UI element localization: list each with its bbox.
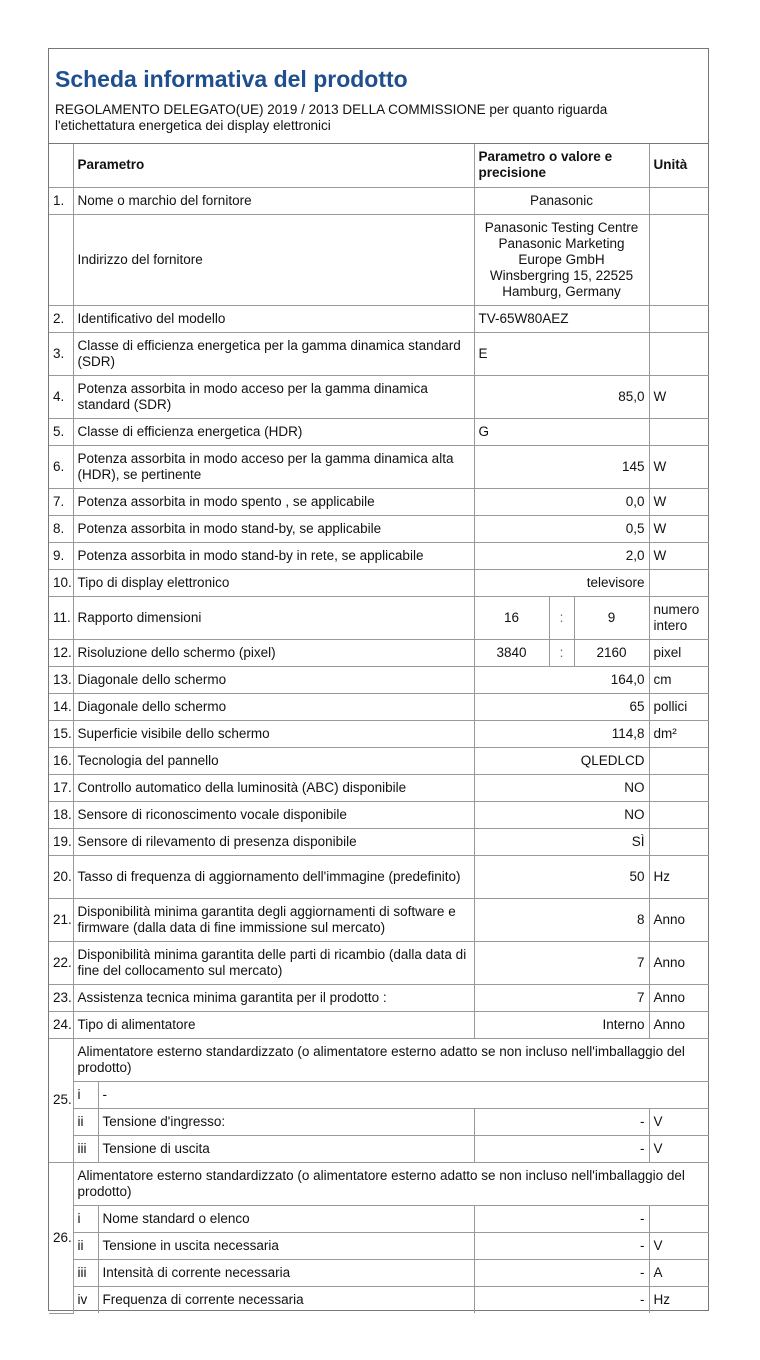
table-row xyxy=(49,187,709,214)
row-unit: Anno xyxy=(649,941,709,984)
row-label: Classe di efficienza energetica per la gamma dinamica standard (SDR) xyxy=(73,332,474,375)
table-row xyxy=(49,898,709,941)
row-unit: Anno xyxy=(649,984,709,1011)
sub-value: - xyxy=(474,1135,649,1162)
table-row xyxy=(49,693,709,720)
table-row xyxy=(49,1081,709,1108)
row-label: Tasso di frequenza di aggiornamento dell'immagine (predefinito) xyxy=(73,855,474,898)
row-number: 1. xyxy=(49,187,73,214)
row-value: QLEDLCD xyxy=(474,747,649,774)
row-number: 23. xyxy=(49,984,73,1011)
row-number: 20. xyxy=(49,855,73,898)
row-unit: Hz xyxy=(649,855,709,898)
row-label: Potenza assorbita in modo spento , se applicabile xyxy=(73,488,474,515)
sub-unit xyxy=(649,1205,709,1232)
row-unit: dm² xyxy=(649,720,709,747)
table-row xyxy=(49,1108,709,1135)
page-title: Scheda informativa del prodotto xyxy=(55,66,408,92)
ratio-separator: : xyxy=(549,639,574,666)
row-label: Potenza assorbita in modo stand-by in rete, se applicabile xyxy=(73,542,474,569)
row-value: 50 xyxy=(474,855,649,898)
table-row xyxy=(49,666,709,693)
sub-unit: V xyxy=(649,1108,709,1135)
row-unit xyxy=(649,801,709,828)
sub-index: iii xyxy=(73,1135,98,1162)
table-row xyxy=(49,1011,709,1038)
sub-label: Tensione di uscita xyxy=(98,1135,474,1162)
table-row xyxy=(49,488,709,515)
row-value: TV-65W80AEZ xyxy=(474,305,649,332)
table-row xyxy=(49,305,709,332)
row-unit: pixel xyxy=(649,639,709,666)
row-number: 14. xyxy=(49,693,73,720)
row-unit xyxy=(649,418,709,445)
row-unit xyxy=(649,774,709,801)
row-unit xyxy=(649,332,709,375)
sub-value: - xyxy=(474,1108,649,1135)
row-label: Identificativo del modello xyxy=(73,305,474,332)
section-26-title: Alimentatore esterno standardizzato (o alimentatore esterno adatto se non incluso nell'imballaggio del prodotto) xyxy=(73,1162,709,1205)
sub-value: - xyxy=(474,1232,649,1259)
section-25-title: Alimentatore esterno standardizzato (o alimentatore esterno adatto se non incluso nell'imballaggio del prodotto) xyxy=(73,1038,709,1081)
row-label: Assistenza tecnica minima garantita per il prodotto : xyxy=(73,984,474,1011)
row-value: 7 xyxy=(474,941,649,984)
row-value: Panasonic xyxy=(474,187,649,214)
row-value: SÌ xyxy=(474,828,649,855)
row-unit: cm xyxy=(649,666,709,693)
row-unit: W xyxy=(649,375,709,418)
row-label: Tipo di alimentatore xyxy=(73,1011,474,1038)
row-value-b: 9 xyxy=(574,596,649,639)
row-label: Diagonale dello schermo xyxy=(73,666,474,693)
sub-index: i xyxy=(73,1205,98,1232)
table-row xyxy=(49,332,709,375)
table-row xyxy=(49,418,709,445)
table-row xyxy=(49,1205,709,1232)
row-value: 145 xyxy=(474,445,649,488)
row-value: 7 xyxy=(474,984,649,1011)
row-value: 85,0 xyxy=(474,375,649,418)
row-number: 17. xyxy=(49,774,73,801)
row-unit: W xyxy=(649,542,709,569)
row-value: televisore xyxy=(474,569,649,596)
row-label: Potenza assorbita in modo acceso per la gamma dinamica alta (HDR), se pertinente xyxy=(73,445,474,488)
sub-label: Intensità di corrente necessaria xyxy=(98,1259,474,1286)
table-row xyxy=(49,720,709,747)
sub-label: Nome standard o elenco xyxy=(98,1205,474,1232)
row-unit: Anno xyxy=(649,898,709,941)
sub-unit: A xyxy=(649,1259,709,1286)
row-unit: W xyxy=(649,488,709,515)
row-label: Sensore di rilevamento di presenza disponibile xyxy=(73,828,474,855)
row-unit: numero intero xyxy=(649,596,709,639)
sub-label: Tensione d'ingresso: xyxy=(98,1108,474,1135)
table-row xyxy=(49,941,709,984)
sub-index: iv xyxy=(73,1286,98,1313)
row-number: 24. xyxy=(49,1011,73,1038)
sub-unit: V xyxy=(649,1135,709,1162)
row-value-a: 16 xyxy=(474,596,549,639)
table-row xyxy=(49,774,709,801)
row-label: Superficie visibile dello schermo xyxy=(73,720,474,747)
table-row xyxy=(49,445,709,488)
row-unit xyxy=(649,305,709,332)
row-value-b: 2160 xyxy=(574,639,649,666)
table-row xyxy=(49,1259,709,1286)
row-unit xyxy=(649,747,709,774)
row-label: Tipo di display elettronico xyxy=(73,569,474,596)
table-row xyxy=(49,569,709,596)
table-row xyxy=(49,596,709,639)
table-row xyxy=(49,855,709,898)
row-number: 5. xyxy=(49,418,73,445)
row-unit xyxy=(649,187,709,214)
parameters-table xyxy=(49,144,709,1314)
sub-unit: V xyxy=(649,1232,709,1259)
row-number: 16. xyxy=(49,747,73,774)
table-row xyxy=(49,639,709,666)
ratio-separator: : xyxy=(549,596,574,639)
row-label: Sensore di riconoscimento vocale disponibile xyxy=(73,801,474,828)
sub-index: iii xyxy=(73,1259,98,1286)
sub-label: - xyxy=(98,1081,709,1108)
row-value: Interno xyxy=(474,1011,649,1038)
row-number: 6. xyxy=(49,445,73,488)
row-unit: pollici xyxy=(649,693,709,720)
sub-value: - xyxy=(474,1259,649,1286)
row-number: 19. xyxy=(49,828,73,855)
sub-label: Frequenza di corrente necessaria xyxy=(98,1286,474,1313)
row-number: 21. xyxy=(49,898,73,941)
row-label: Nome o marchio del fornitore xyxy=(73,187,474,214)
section-26-title-row xyxy=(49,1162,709,1205)
sheet-header xyxy=(49,49,708,144)
sub-unit: Hz xyxy=(649,1286,709,1313)
row-label: Potenza assorbita in modo acceso per la gamma dinamica standard (SDR) xyxy=(73,375,474,418)
row-value: Panasonic Testing Centre Panasonic Marketing Europe GmbH Winsbergring 15, 22525 Hamburg, Germany xyxy=(474,214,649,305)
table-row xyxy=(49,375,709,418)
row-unit xyxy=(649,828,709,855)
row-number: 22. xyxy=(49,941,73,984)
row-number: 15. xyxy=(49,720,73,747)
table-row xyxy=(49,801,709,828)
row-number: 4. xyxy=(49,375,73,418)
header-value: Parametro o valore e precisione xyxy=(474,144,649,187)
row-label: Classe di efficienza energetica (HDR) xyxy=(73,418,474,445)
table-row xyxy=(49,542,709,569)
row-label: Disponibilità minima garantita degli aggiornamenti di software e firmware (dalla data di fine immissione sul mercato) xyxy=(73,898,474,941)
row-value: 8 xyxy=(474,898,649,941)
table-row xyxy=(49,1135,709,1162)
sub-index: ii xyxy=(73,1232,98,1259)
table-row xyxy=(49,214,709,305)
table-header-row xyxy=(49,144,709,187)
table-row xyxy=(49,515,709,542)
header-num-cell xyxy=(49,144,73,187)
regulation-text: REGOLAMENTO DELEGATO(UE) 2019 / 2013 DELLA COMMISSIONE per quanto riguarda l'etichettatura energetica dei display elettronici xyxy=(55,102,608,133)
row-value: 65 xyxy=(474,693,649,720)
sub-value: - xyxy=(474,1205,649,1232)
row-number: 2. xyxy=(49,305,73,332)
row-number: 13. xyxy=(49,666,73,693)
row-number: 7. xyxy=(49,488,73,515)
row-value: NO xyxy=(474,801,649,828)
row-number: 3. xyxy=(49,332,73,375)
row-value: 114,8 xyxy=(474,720,649,747)
row-unit xyxy=(649,214,709,305)
row-label: Rapporto dimensioni xyxy=(73,596,474,639)
row-value: 164,0 xyxy=(474,666,649,693)
row-label: Risoluzione dello schermo (pixel) xyxy=(73,639,474,666)
row-label: Disponibilità minima garantita delle parti di ricambio (dalla data di fine del collocamento sul mercato) xyxy=(73,941,474,984)
row-value: E xyxy=(474,332,649,375)
row-number: 10. xyxy=(49,569,73,596)
row-number: 25. xyxy=(49,1038,73,1162)
row-value: 2,0 xyxy=(474,542,649,569)
row-value-a: 3840 xyxy=(474,639,549,666)
row-number: 26. xyxy=(49,1162,73,1313)
header-unit: Unità xyxy=(649,144,709,187)
row-label: Tecnologia del pannello xyxy=(73,747,474,774)
row-value: NO xyxy=(474,774,649,801)
row-unit: Anno xyxy=(649,1011,709,1038)
row-value: G xyxy=(474,418,649,445)
row-number: 9. xyxy=(49,542,73,569)
sub-index: i xyxy=(73,1081,98,1108)
table-row xyxy=(49,1232,709,1259)
row-number: 8. xyxy=(49,515,73,542)
sub-label: Tensione in uscita necessaria xyxy=(98,1232,474,1259)
row-label: Diagonale dello schermo xyxy=(73,693,474,720)
row-value: 0,5 xyxy=(474,515,649,542)
row-label: Indirizzo del fornitore xyxy=(73,214,474,305)
section-25-title-row xyxy=(49,1038,709,1081)
row-label: Potenza assorbita in modo stand-by, se applicabile xyxy=(73,515,474,542)
sub-index: ii xyxy=(73,1108,98,1135)
table-row xyxy=(49,747,709,774)
row-number: 11. xyxy=(49,596,73,639)
row-value: 0,0 xyxy=(474,488,649,515)
row-label: Controllo automatico della luminosità (ABC) disponibile xyxy=(73,774,474,801)
table-row xyxy=(49,828,709,855)
row-unit: W xyxy=(649,445,709,488)
row-unit: W xyxy=(649,515,709,542)
row-unit xyxy=(649,569,709,596)
table-row xyxy=(49,1286,709,1313)
header-parameter: Parametro xyxy=(73,144,474,187)
product-information-sheet xyxy=(48,48,709,1311)
row-number xyxy=(49,214,73,305)
sub-value: - xyxy=(474,1286,649,1313)
row-number: 18. xyxy=(49,801,73,828)
table-row xyxy=(49,984,709,1011)
row-number: 12. xyxy=(49,639,73,666)
